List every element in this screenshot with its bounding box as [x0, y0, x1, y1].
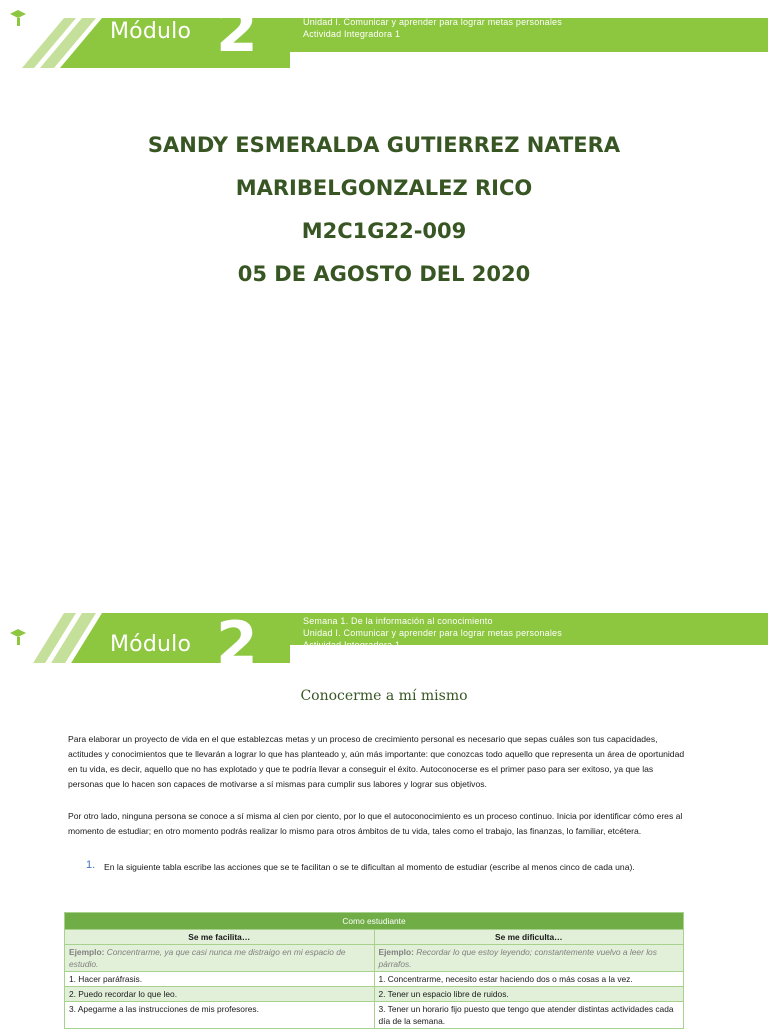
section-title: Conocerme a mí mismo [300, 688, 468, 704]
table-caption: Como estudiante [65, 913, 684, 930]
header-banner-page-2 [0, 595, 768, 679]
student-name: SANDY ESMERALDA GUTIERREZ NATERA [147, 133, 621, 157]
hard-cell[interactable]: 2. Tener un espacio libre de ruidos. [374, 987, 684, 1002]
hard-cell[interactable]: 1. Concentrarme, necesito estar haciendo dos o más cosas a la vez. [374, 972, 684, 987]
example-easy-cell: Ejemplo: Concentrarme, ya que casi nunca me distraigo en mi espacio de estudio. [65, 945, 375, 972]
list-number: 1. [86, 859, 96, 871]
modulo-number: 2 [216, 0, 258, 66]
hard-cell[interactable]: 3. Tener un horario fijo puesto que tengo que atender distintas actividades cada día de la semana. [374, 1002, 684, 1029]
table-row [65, 1002, 684, 1029]
col-header-hard: Se me dificulta… [374, 930, 684, 945]
banner-unit: Unidad I. Comunicar y aprender para lograr metas personales [303, 628, 562, 638]
table-row [65, 972, 684, 987]
instruction-text: En la siguiente tabla escribe las acciones que se te facilitan o se te dificultan al momento de estudiar (escribe al menos cinco de cada una). [104, 862, 635, 872]
modulo-number: 2 [216, 609, 258, 679]
study-table [64, 912, 684, 1029]
example-hard-cell: Ejemplo: Recordar lo que estoy leyendo; constantemente vuelvo a leer los párrafos. [374, 945, 684, 972]
prepa-en-linea-logo-icon [0, 0, 40, 34]
example-row [65, 945, 684, 972]
easy-cell[interactable]: 2. Puedo recordar lo que leo. [65, 987, 375, 1002]
col-header-easy: Se me facilita… [65, 930, 375, 945]
group-code: M2C1G22-009 [301, 219, 467, 243]
banner-week: Semana 1. De la información al conocimiento [303, 616, 493, 626]
modulo-label: Módulo [110, 632, 192, 657]
header-banner [0, 0, 768, 68]
banner-info [303, 4, 562, 40]
cover-block [0, 124, 768, 296]
advisor-name: MARIBELGONZALEZ RICO [235, 176, 533, 200]
banner-activity: Actividad Integradora 1 [303, 640, 401, 650]
intro-paragraph: Para elaborar un proyecto de vida en el que establezcas metas y un proceso de crecimiento personal es necesario que sepas cuáles son tus capacidades, actitudes y conocimientos que te llevarán a lograr lo que has planteado y, aún más importante: que conozcas todo aquello que representa un área de oportunidad en tu vida, es decir, aquello que no has explotado y que te podría llevar a conseguir el éxito. Autoconocerse es el primer paso para ser exitoso, ya que las personas que lo hacen son capaces de motivarse a sí mismas para cumplir sus labores y lograr sus objetivos. [68, 734, 685, 789]
easy-cell[interactable]: 3. Apegarme a las instrucciones de mis profesores. [65, 1002, 375, 1029]
banner-unit: Unidad I. Comunicar y aprender para lograr metas personales [303, 17, 562, 27]
banner-info [303, 615, 562, 651]
banner-week: Semana 1. De la información al conocimiento [303, 5, 493, 15]
banner-activity: Actividad Integradora 1 [303, 29, 401, 39]
second-paragraph: Por otro lado, ninguna persona se conoce a sí misma al cien por ciento, por lo que el autoconocimiento es un proceso continuo. Inicia por identificar cómo eres al momento de estudiar; en otro momento podrás realizar lo mismo para otros ámbitos de tu vida, tales como el trabajo, las finanzas, lo familiar, etcétera. [68, 811, 683, 836]
prepa-en-linea-logo-icon [0, 619, 40, 653]
modulo-label: Módulo [110, 19, 192, 44]
easy-cell[interactable]: 1. Hacer paráfrasis. [65, 972, 375, 987]
delivery-date: 05 DE AGOSTO DEL 2020 [237, 262, 531, 286]
table-row [65, 987, 684, 1002]
